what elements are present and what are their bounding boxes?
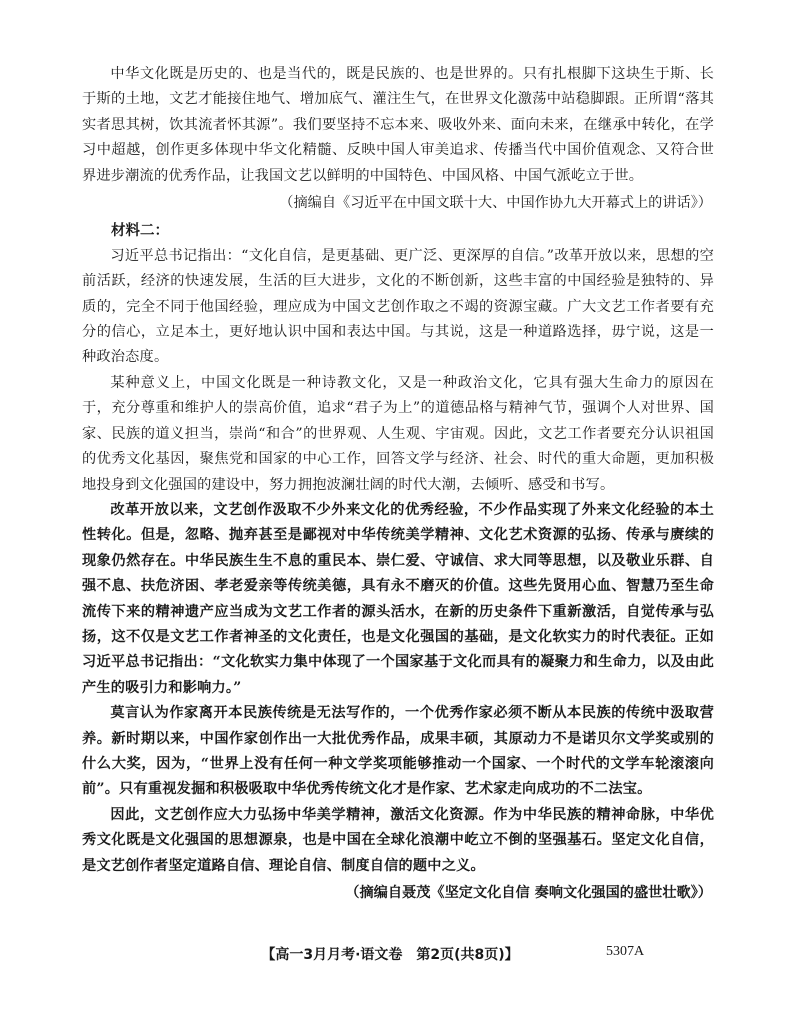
footer-exam-info: 【高一3月月考·语文卷 第2页(共8页)】 bbox=[261, 947, 519, 963]
paragraph-material-1: 中华文化既是历史的、也是当代的，既是民族的、也是世界的。只有扎根脚下这块生于斯、长于斯的土地，文艺才能接住地气、增加底气、灌注生气，在世界文化激荡中站稳脚跟。正所谓“落其实者思其树，饮其流者怀其源”。我们要坚持不忘本来、吸收外来、面向未来，在继承中转化，在学习中超越，创作更多体现中华文化精髓、反映中国人审美追求、传播当代中国价值观念、又符合世界进步潮流的优秀作品，让我国文艺以鲜明的中国特色、中国风格、中国气派屹立于世。 bbox=[82, 66, 714, 184]
source-citation-2: （摘编自聂茂《坚定文化自信 奏响文化强国的盛世壮歌》） bbox=[345, 885, 712, 901]
paragraph-material-2-5: 因此，文艺创作应大力弘扬中华美学精神，激活文化资源。作为中华民族的精神命脉，中华优秀文化既是文化强国的思想源泉，也是中国在全球化浪潮中屹立不倒的坚强基石。坚定文化自信，是文艺创作者坚定道路自信、理论自信、制度自信的题中之义。 bbox=[82, 806, 714, 874]
source-citation-1: （摘编自《习近平在中国文联十大、中国作协九大开幕式上的讲话》） bbox=[279, 195, 712, 212]
paragraph-material-2-4: 莫言认为作家离开本民族传统是无法写作的，一个优秀作家必须不断从本民族的传统中汲取营养。新时期以来，中国作家创作出一大批优秀作品，成果丰硕，其原动力不是诺贝尔文学奖或别的什么大奖，因为，“世界上没有任何一种文学奖项能够推动一个国家、一个时代的文学车轮滚滚向前”。只有重视发掘和积极吸取中华优秀传统文化才是作家、艺术家走向成功的不二法宝。 bbox=[82, 705, 714, 798]
paragraph-material-2-2: 某种意义上，中国文化既是一种诗教文化，又是一种政治文化，它具有强大生命力的原因在于，充分尊重和维护人的崇高价值，追求“君子为上”的道德品格与精神气节，强调个人对世界、国家、民族的道义担当，崇尚“和合”的世界观、人生观、宇宙观。因此，文艺工作者要充分认识祖国的优秀文化基因，聚焦党和国家的中心工作，回答文学与经济、社会、时代的重大命题，更加积极地投身到文化强国的建设中，努力拥抱波澜壮阔的时代大潮，去倾听、感受和书写。 bbox=[82, 374, 714, 493]
paragraph-material-2-1: 习近平总书记指出：“文化自信，是更基础、更广泛、更深厚的自信。”改革开放以来，思想的空前活跃，经济的快速发展，生活的巨大进步，文化的不断创新，这些丰富的中国经验是独特的、异质的，完全不同于他国经验，理应成为中国文艺创作取之不竭的资源宝藏。广大文艺工作者要有充分的信心，立足本土，更好地认识中国和表达中国。与其说，这是一种道路选择，毋宁说，这是一种政治态度。 bbox=[82, 247, 714, 366]
paragraph-material-2-3: 改革开放以来，文艺创作汲取不少外来文化的优秀经验，不少作品实现了外来文化经验的本土性转化。但是，忽略、抛弃甚至是鄙视对中华传统美学精神、文化艺术资源的弘扬、传承与赓续的现象仍然存在。中华民族生生不息的重民本、崇仁爱、守诚信、求大同等思想，以及敬业乐群、自强不息、扶危济困、孝老爱亲等传统美德，具有永不磨灭的价值。这些先贤用心血、智慧乃至生命流传下来的精神遗产应当成为文艺工作者的源头活水，在新的历史条件下重新激活，自觉传承与弘扬，这不仅是文艺工作者神圣的文化责任，也是文化强国的基础，是文化软实力的时代表征。正如习近平总书记指出：“文化软实力集中体现了一个国家基于文化而具有的凝聚力和生命力，以及由此产生的吸引力和影响力。” bbox=[82, 501, 714, 696]
page-footer bbox=[0, 944, 800, 968]
material-2-heading: 材料二： bbox=[111, 222, 169, 240]
document-body bbox=[82, 62, 714, 908]
footer-code: 5307A bbox=[606, 944, 645, 959]
